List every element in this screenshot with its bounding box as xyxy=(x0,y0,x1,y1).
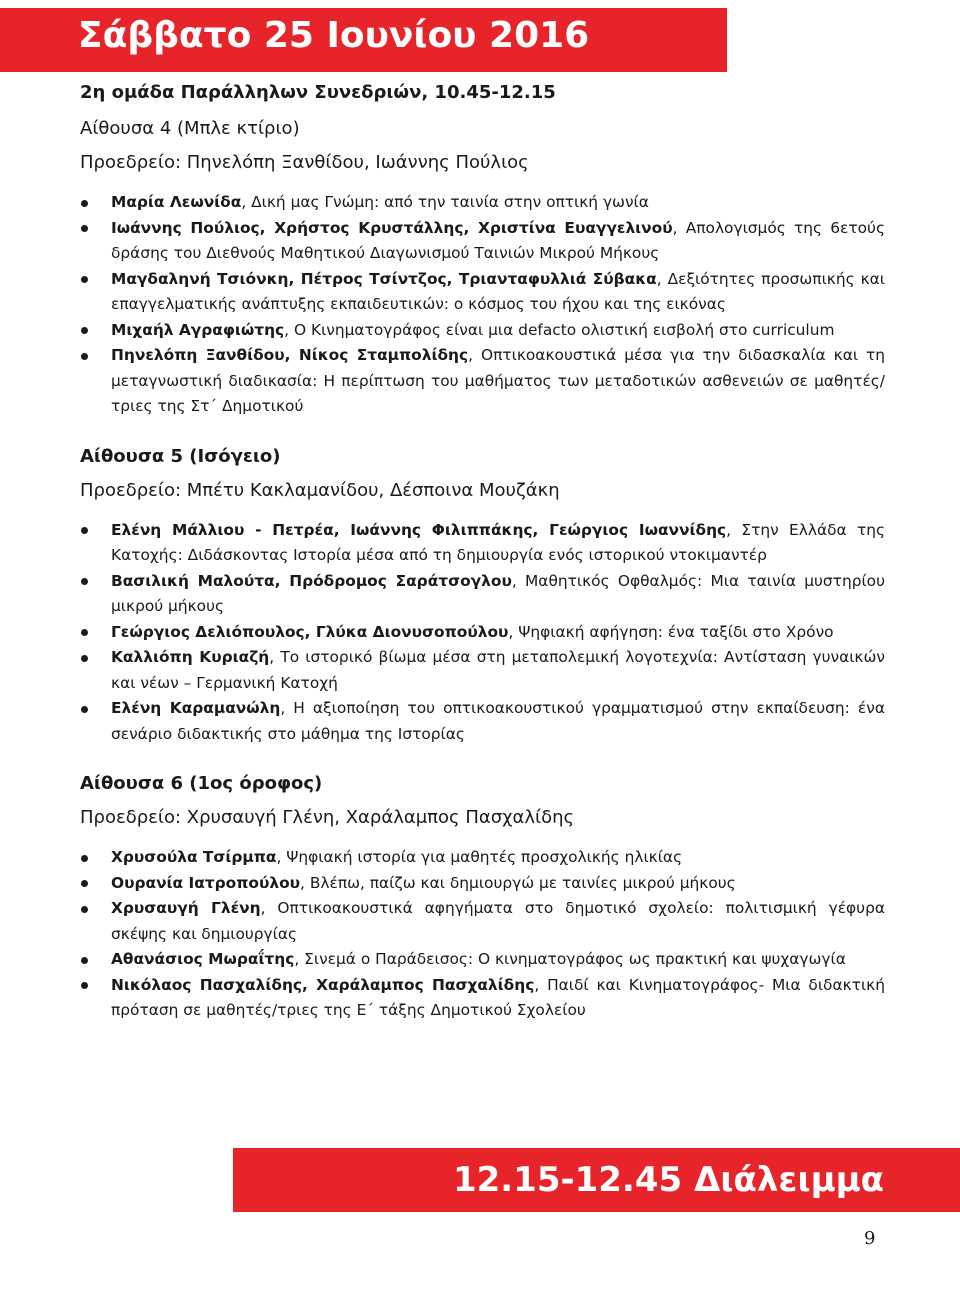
talk-separator: , xyxy=(468,346,481,364)
talk-authors: Μιχαήλ Αγραφιώτης xyxy=(111,320,285,339)
talk-separator: , xyxy=(534,975,548,994)
talk-item xyxy=(80,267,885,318)
talk-item xyxy=(80,973,885,1024)
talk-separator: , xyxy=(241,193,252,211)
talk-authors: Χρυσούλα Τσίρμπα xyxy=(111,848,277,866)
talk-title: Οπτικοακουστικά μέσα για την διδασκαλία και τη μεταγνωστική διαδικασία: Η περίπτωση του μαθήματος των μεταδοτικών ασθενειών σε μαθητές/ τριες της Στ΄ Δημοτικού xyxy=(111,346,886,415)
header-band xyxy=(0,8,727,72)
break-title: 12.15-12.45 Διάλειμμα xyxy=(452,1160,884,1200)
talk-item xyxy=(80,871,885,897)
talk-title: Δεξιότητες προσωπικής και επαγγελματικής ανάπτυξης εκπαιδευτικών: ο κόσμος του ήχου και της εικόνας xyxy=(111,269,885,313)
talk-separator: , xyxy=(260,899,278,917)
talk-item xyxy=(80,343,885,420)
talk-separator: , xyxy=(726,520,742,539)
room-title: Αίθουσα 5 (Ισόγειο) xyxy=(80,445,281,467)
talk-authors: Χρυσαυγή Γλένη xyxy=(111,899,261,917)
talk-title: Η αξιοποίηση του οπτικοακουστικού γραμματισμού στην εκπαίδευση: ένα σενάριο διδακτικής στο μάθημα της Ιστορίας xyxy=(111,699,885,743)
break-band xyxy=(233,1148,960,1212)
talk-authors: Βασιλική Μαλούτα, Πρόδρομος Σαράτσογλου xyxy=(111,571,512,590)
talk-separator: , xyxy=(276,848,287,866)
talk-separator: , xyxy=(300,873,310,892)
talk-title: Ο Κινηματογράφος είναι μια defacto ολιστική εισβολή στο curriculum xyxy=(293,320,835,339)
talk-list xyxy=(80,845,885,1024)
talk-item xyxy=(80,896,885,947)
talk-title: Μαθητικός Οφθαλμός: Μια ταινία μυστηρίου μικρού μήκους xyxy=(111,571,885,615)
talk-separator: , xyxy=(280,699,294,717)
talk-item xyxy=(80,696,885,747)
talk-authors: Ιωάννης Πούλιος, Χρήστος Κρυστάλλης, Χριστίνα Ευαγγελινού xyxy=(111,218,673,237)
talk-title: Ψηφιακή αφήγηση: ένα ταξίδι στο Χρόνο xyxy=(518,622,834,641)
talk-title: Βλέπω, παίζω και δημιουργώ με ταινίες μικρού μήκους xyxy=(309,873,736,892)
group-title: 2η ομάδα Παράλληλων Συνεδριών, 10.45-12.15 xyxy=(80,82,556,103)
talk-authors: Ουρανία Ιατροπούλου xyxy=(111,873,301,892)
talk-title: Το ιστορικό βίωμα μέσα στη μεταπολεμική λογοτεχνία: Αντίσταση γυναικών και νέων – Γερμανική Κατοχή xyxy=(111,648,885,692)
room-title: Αίθουσα 4 (Μπλε κτίριο) xyxy=(80,118,300,139)
talk-separator: , xyxy=(656,269,668,288)
room-chairs: Προεδρείο: Πηνελόπη Ξανθίδου, Ιωάννης Πούλιος xyxy=(80,152,529,173)
talk-item xyxy=(80,216,885,267)
page-number: 9 xyxy=(864,1228,876,1249)
talk-title: Δική μας Γνώμη: από την ταινία στην οπτική γωνία xyxy=(251,193,649,211)
talk-item xyxy=(80,318,885,344)
talk-list xyxy=(80,518,885,748)
talk-authors: Νικόλαος Πασχαλίδης, Χαράλαμπος Πασχαλίδης xyxy=(111,975,535,994)
talk-separator: , xyxy=(294,950,305,968)
talk-title: Οπτικοακουστικά αφηγήματα στο δημοτικό σχολείο: πολιτισμική γέφυρα σκέψης και δημιουργίας xyxy=(111,899,885,943)
talk-title: Απολογισμός της 6ετούς δράσης του Διεθνούς Μαθητικού Διαγωνισμού Ταινιών Μικρού Μήκους xyxy=(111,218,885,262)
talk-separator: , xyxy=(508,622,519,641)
talk-authors: Ελένη Μάλλιου - Πετρέα, Ιωάννης Φιλιππάκης, Γεώργιος Ιωαννίδης xyxy=(111,520,727,539)
page-title: Σάββατο 25 Ιουνίου 2016 xyxy=(78,15,590,56)
room-section xyxy=(80,773,885,1024)
talk-item xyxy=(80,569,885,620)
room-chairs: Προεδρείο: Χρυσαυγή Γλένη, Χαράλαμπος Πασχαλίδης xyxy=(80,807,575,828)
talk-title: Ψηφιακή ιστορία για μαθητές προσχολικής ηλικίας xyxy=(286,848,683,866)
room-section xyxy=(80,446,885,748)
talk-item xyxy=(80,190,885,216)
talk-authors: Γεώργιος Δελιόπουλος, Γλύκα Διονυσοπούλου xyxy=(111,622,509,641)
talk-list xyxy=(80,190,885,420)
talk-item xyxy=(80,518,885,569)
talk-authors: Μαρία Λεωνίδα xyxy=(111,193,242,211)
talk-item xyxy=(80,845,885,871)
talk-authors: Αθανάσιος Μωραΐτης xyxy=(111,950,295,968)
talk-item xyxy=(80,947,885,973)
talk-item xyxy=(80,645,885,696)
room-title: Αίθουσα 6 (1ος όροφος) xyxy=(80,773,323,794)
talk-separator: , xyxy=(511,571,526,590)
talk-authors: Καλλιόπη Κυριαζή xyxy=(111,648,270,666)
talk-title: Σινεμά ο Παράδεισος: Ο κινηματογράφος ως πρακτική και ψυχαγωγία xyxy=(304,950,846,968)
talk-item xyxy=(80,620,885,646)
room-chairs: Προεδρείο: Μπέτυ Κακλαμανίδου, Δέσποινα Μουζάκη xyxy=(80,479,560,501)
talk-title: Παιδί και Κινηματογράφος- Μια διδακτική πρόταση σε μαθητές/τριες της Ε΄ τάξης Δημοτικού Σχολείου xyxy=(111,975,885,1019)
talk-authors: Ελένη Καραμανώλη xyxy=(111,699,281,717)
talk-separator: , xyxy=(672,218,686,237)
session-content xyxy=(80,82,885,1024)
talk-authors: Μαγδαληνή Τσιόνκη, Πέτρος Τσίντζος, Τριανταφυλλιά Σύβακα xyxy=(111,269,657,288)
talk-title: Στην Ελλάδα της Κατοχής: Διδάσκοντας Ιστορία μέσα από τη δημιουργία ενός ιστορικού ντοκιμαντέρ xyxy=(111,520,885,564)
talk-authors: Πηνελόπη Ξανθίδου, Νίκος Σταμπολίδης xyxy=(111,346,469,364)
room-section xyxy=(80,118,885,420)
talk-separator: , xyxy=(284,320,294,339)
talk-separator: , xyxy=(269,648,281,666)
